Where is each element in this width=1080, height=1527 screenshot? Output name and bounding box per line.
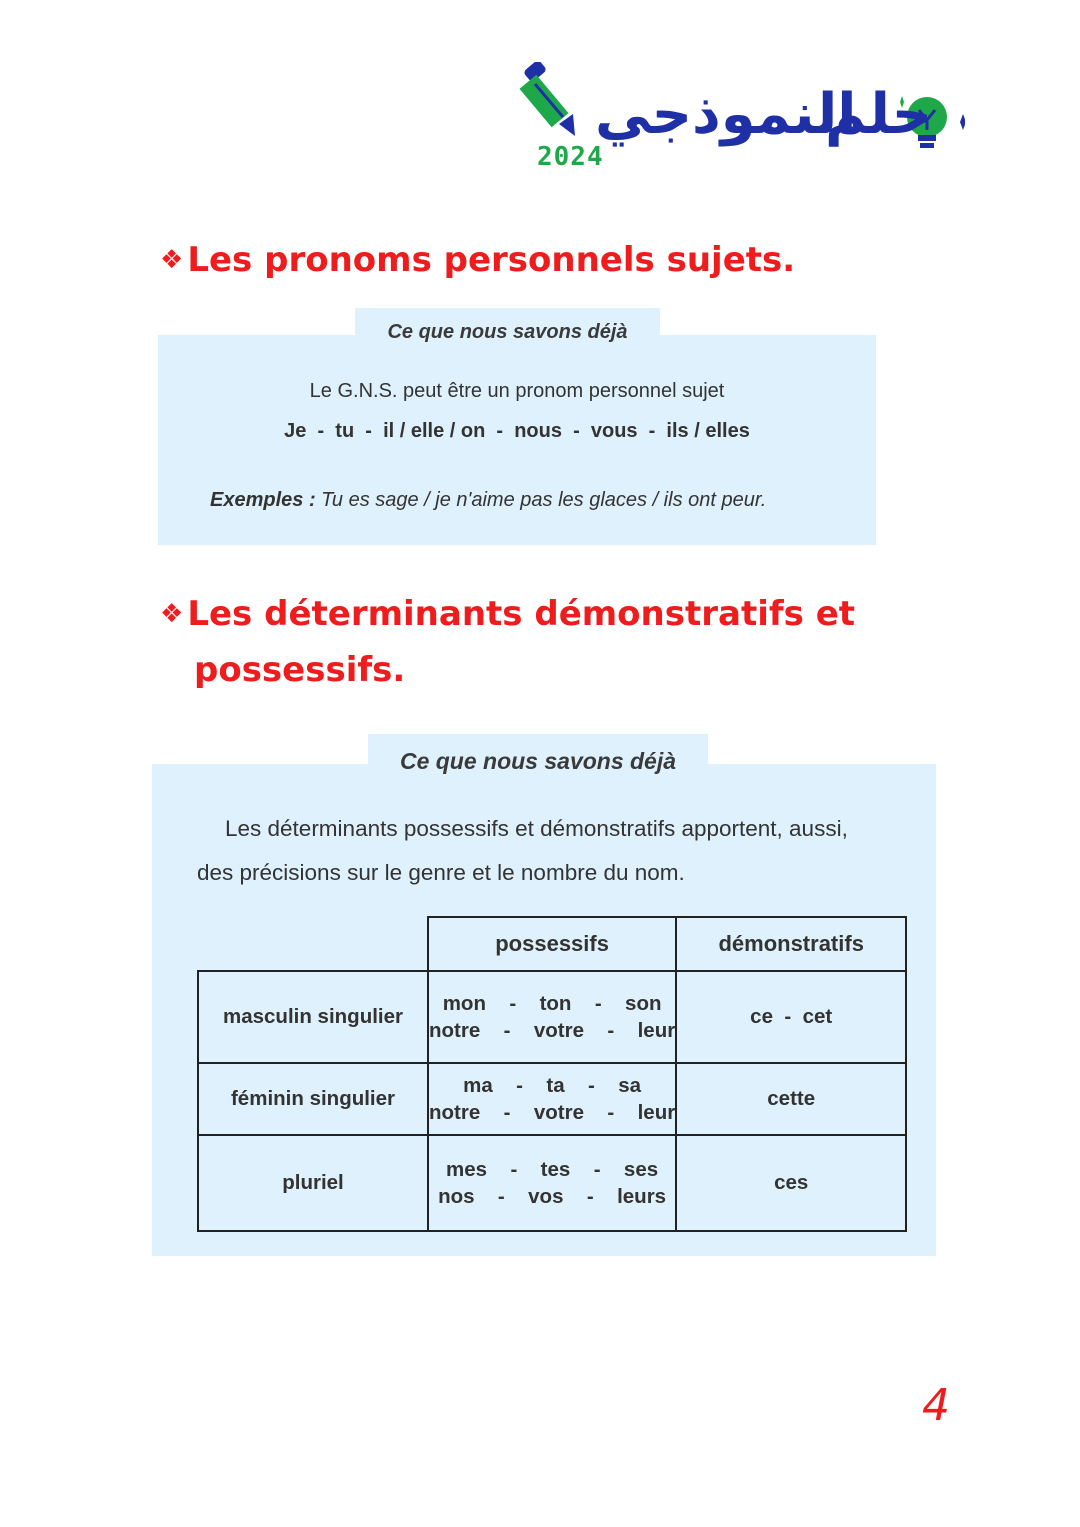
possessifs-line1: mon - ton - son xyxy=(442,992,662,1015)
possessifs-line2: nos - vos - leurs xyxy=(438,1185,667,1208)
row-possessifs xyxy=(428,971,676,1063)
logo xyxy=(515,62,965,182)
row-demonstratifs: ces xyxy=(676,1135,906,1231)
possessifs-line1: mes - tes - ses xyxy=(446,1158,659,1181)
section2-title-line1: Les déterminants démonstratifs et xyxy=(187,594,856,634)
row-label: pluriel xyxy=(198,1135,428,1231)
logo-word-2: حلم xyxy=(825,82,933,147)
pencil-icon xyxy=(520,62,575,136)
table-row xyxy=(198,1063,906,1135)
table-corner xyxy=(198,917,428,971)
row-possessifs xyxy=(428,1135,676,1231)
diamond-bullet-icon: ❖ xyxy=(160,599,184,629)
section1-title-text: Les pronoms personnels sujets. xyxy=(187,240,796,280)
logo-word-1: النموذجي xyxy=(595,82,857,147)
section1-tab: Ce que nous savons déjà xyxy=(355,308,660,354)
row-possessifs xyxy=(428,1063,676,1135)
row-demonstratifs: ce - cet xyxy=(676,971,906,1063)
row-label: masculin singulier xyxy=(198,971,428,1063)
determinants-table xyxy=(197,916,907,1232)
table-header-demonstratifs: démonstratifs xyxy=(676,917,906,971)
section2-title xyxy=(160,586,960,698)
section2-title-line2: possessifs. xyxy=(194,650,406,690)
section1-box xyxy=(158,335,876,545)
examples-label: Exemples : xyxy=(210,489,316,511)
table-header-possessifs: possessifs xyxy=(428,917,676,971)
section2-tab: Ce que nous savons déjà xyxy=(368,734,708,786)
section1-rule-text: Le G.N.S. peut être un pronom personnel sujet xyxy=(309,380,725,402)
page-number: 4 xyxy=(922,1380,950,1431)
possessifs-line1: ma - ta - sa xyxy=(463,1074,642,1097)
section1-title xyxy=(160,232,795,288)
section1-examples xyxy=(210,489,766,512)
row-demonstratifs: cette xyxy=(676,1063,906,1135)
table-row xyxy=(198,1135,906,1231)
section2-paragraph-line2: des précisions sur le genre et le nombre du nom. xyxy=(197,860,685,885)
section2-box xyxy=(152,764,936,1256)
possessifs-line2: notre - votre - leur xyxy=(429,1101,676,1124)
examples-text: Tu es sage / je n'aime pas les glaces / ils ont peur. xyxy=(315,489,767,511)
section1-pronoun-list: Je - tu - il / elle / on - nous - vous - ils / elles xyxy=(284,420,750,442)
section2-paragraph-line1: Les déterminants possessifs et démonstratifs apportent, aussi, xyxy=(225,816,848,841)
table-row xyxy=(198,971,906,1063)
diamond-bullet-icon: ❖ xyxy=(160,245,184,275)
row-label: féminin singulier xyxy=(198,1063,428,1135)
possessifs-line2: notre - votre - leur xyxy=(429,1019,676,1042)
logo-year: 2024 xyxy=(537,142,604,172)
